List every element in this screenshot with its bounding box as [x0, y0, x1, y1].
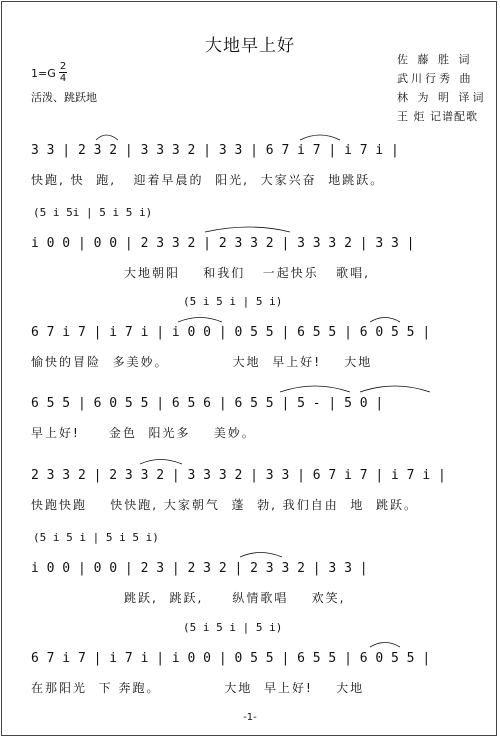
row-lyrics: 大地朝阳 和我们 一起快乐 歌唱,: [31, 266, 370, 280]
row-lyrics: 愉快的冒险 多美妙。 大地 早上好! 大地: [31, 355, 373, 369]
row-notes: 6 7 i 7 | i 7 i | i 0 0 | 0 5 5 | 6 5 5 | 6 0 5 5 |: [31, 325, 431, 340]
row-notes: i 0 0 | 0 0 | 2 3 | 2 3 2 | 2 3 3 2 | 3 3 |: [31, 561, 368, 576]
row-aux: (5 i 5 i | 5 i 5 i): [33, 531, 159, 544]
slur: [205, 227, 290, 232]
page-number: -1-: [243, 712, 257, 723]
row-aux: (5 i 5i | 5 i 5 i): [33, 206, 153, 219]
slur: [178, 318, 222, 323]
row-notes: i 0 0 | 0 0 | 2 3 3 2 | 2 3 3 2 | 3 3 3 2 | 3 3 |: [31, 236, 415, 251]
slur: [240, 553, 282, 558]
slur: [96, 135, 118, 140]
credit-translator: 林 为 明 译词: [397, 91, 487, 104]
row-lyrics: 快跑, 快 跑, 迎着早晨的 阳光, 大家兴奋 地跳跃。: [31, 173, 385, 187]
slur: [370, 643, 400, 648]
slur: [280, 386, 350, 392]
time-top: 2: [59, 61, 67, 72]
row-aux: (5 i 5 i | 5 i): [183, 295, 283, 308]
song-title: 大地早上好: [205, 36, 295, 56]
row-lyrics: 在那阳光 下 奔跑。 大地 早上好! 大地: [31, 681, 365, 695]
row-lyrics: 快跑快跑 快快跑, 大家朝气 蓬 勃, 我们自由 地 跳跃。: [31, 498, 419, 512]
row-notes: 6 5 5 | 6 0 5 5 | 6 5 6 | 6 5 5 | 5 - | 5 0 |: [31, 396, 384, 411]
row-notes: 6 7 i 7 | i 7 i | i 0 0 | 0 5 5 | 6 5 5 | 6 0 5 5 |: [31, 651, 431, 666]
key-signature: 1=G: [31, 67, 56, 80]
slur: [140, 460, 182, 465]
credit-lyricist: 佐 藤 胜 词: [397, 53, 473, 66]
time-bottom: 4: [59, 73, 67, 84]
row-lyrics: 跳跃, 跳跃, 纵情歌唱 欢笑,: [31, 591, 346, 605]
slur: [370, 318, 400, 323]
row-notes: 3 3 | 2 3 2 | 3 3 3 2 | 3 3 | 6 7 i 7 | i 7 i |: [31, 143, 399, 158]
slur: [360, 386, 430, 392]
credit-composer: 武川行秀 曲: [397, 72, 474, 85]
row-aux: (5 i 5 i | 5 i): [183, 621, 283, 634]
credit-arranger: 王 炬 记谱配歌: [397, 110, 478, 123]
row-notes: 2 3 3 2 | 2 3 3 2 | 3 3 3 2 | 3 3 | 6 7 i 7 | i 7 i |: [31, 468, 446, 483]
row-lyrics: 早上好! 金色 阳光多 美妙。: [31, 426, 256, 440]
slur: [300, 135, 340, 140]
tempo-marking: 活泼、跳跃地: [31, 91, 97, 104]
